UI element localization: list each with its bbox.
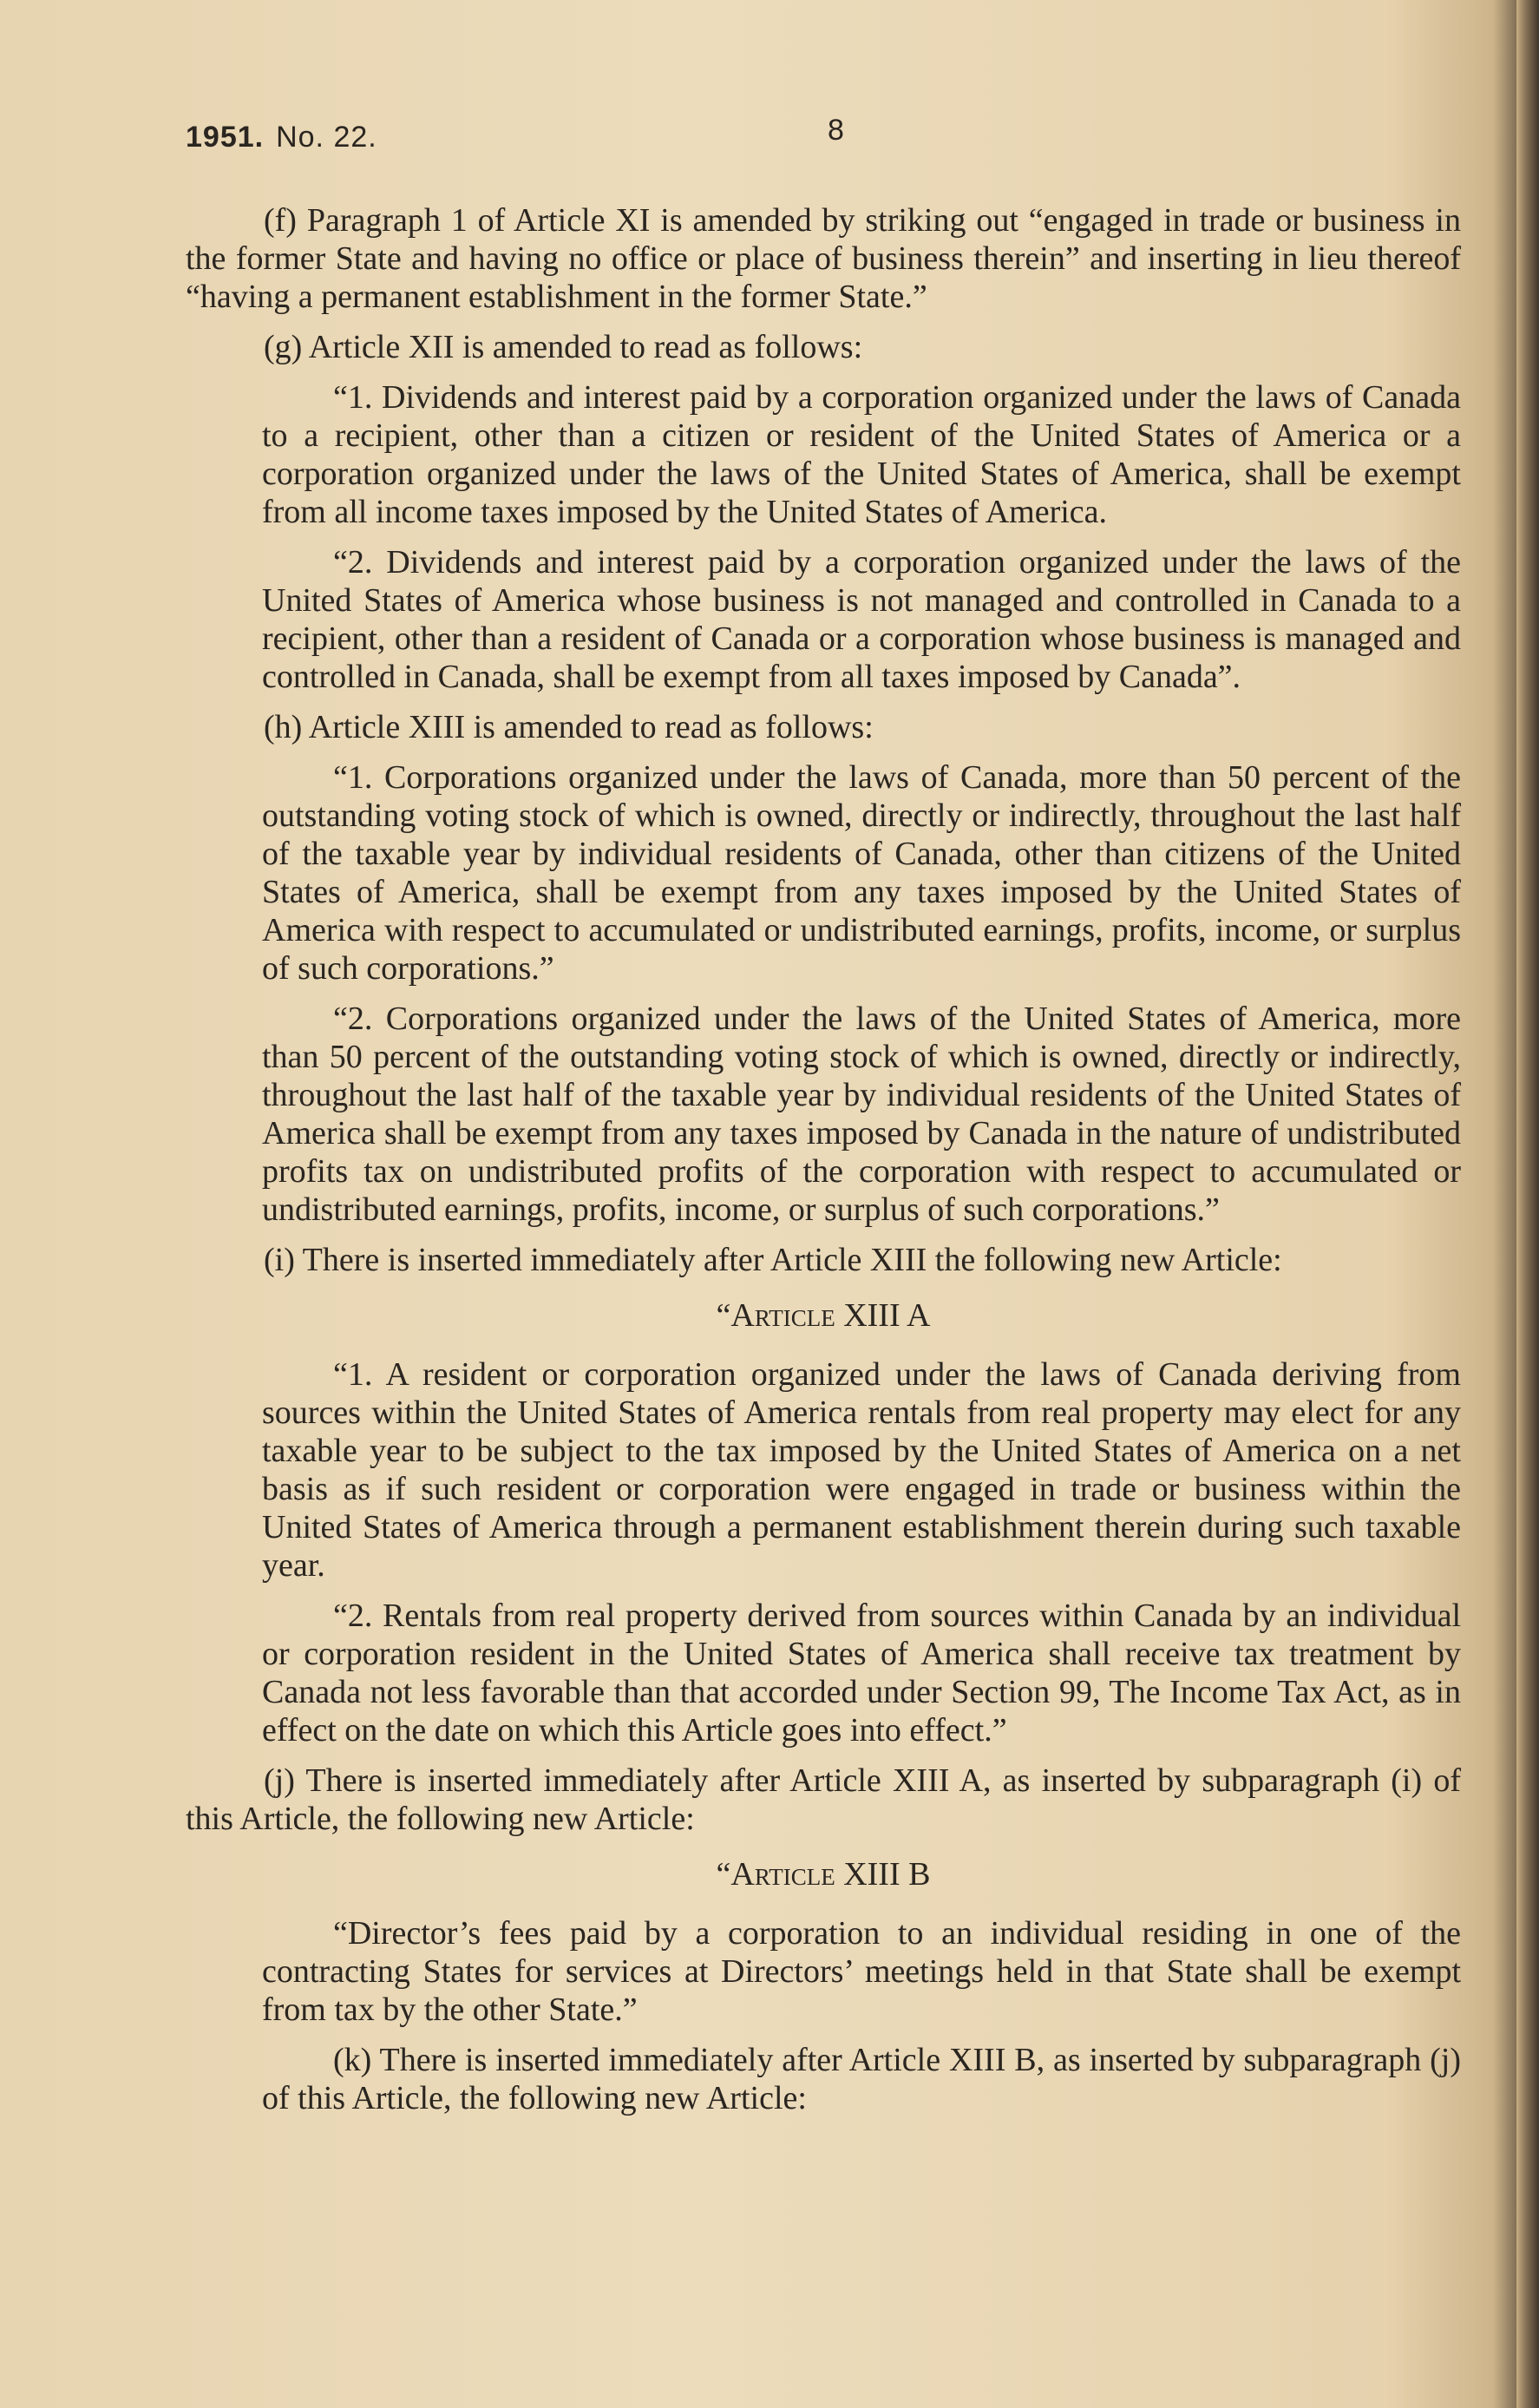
paragraph-h-1: “1. Corporations organized under the laws of Canada, more than 50 percent of the outstanding voting stock of which is owned, directly or indirectly, throughout the last half of the taxable year by individual residents of Canada, other than citizens of the United States of America, shall be exempt from any taxes imposed by the United States of America with respect to accumulated or undistributed earnings, profits, income, or surplus of such corporations.” xyxy=(262,759,1461,987)
paragraph-h-intro: (h) Article XIII is amended to read as follows: xyxy=(264,709,874,745)
article-xiii-a-heading: “Article XIII A xyxy=(716,1297,931,1334)
page-header xyxy=(186,111,1461,163)
paragraph-g-2: “2. Dividends and interest paid by a corporation organized under the laws of the United States of America whose business is not managed and controlled in Canada to a recipient, other than a resident of Canada or a corporation whose business is managed and controlled in Canada, shall be exempt from all taxes imposed by Canada”. xyxy=(262,544,1461,695)
page-number: 8 xyxy=(828,114,844,147)
paragraph-k-intro: (k) There is inserted immediately after Article XIII B, as inserted by subparagraph (j) of this Article, the following new Article: xyxy=(262,2042,1461,2116)
header-year-number xyxy=(186,118,377,156)
paragraph-xiii-a-2: “2. Rentals from real property derived from sources within Canada by an individual or corporation resident in the United States of America shall receive tax treatment by Canada not less favorable than that accorded under Section 99, The Income Tax Act, as in effect on the date on which this Article goes into effect.” xyxy=(262,1598,1461,1749)
page-content xyxy=(186,111,1461,2129)
paragraph-xiii-b: “Director’s fees paid by a corporation to an individual residing in one of the contracting States for services at Directors’ meetings held in that State shall be exempt from tax by the other State.” xyxy=(262,1915,1461,2028)
paragraph-xiii-a-1: “1. A resident or corporation organized under the laws of Canada deriving from sources within the United States of America rentals from real property may elect for any taxable year to be subject to the tax imposed by the United States of America on a net basis as if such resident or corporation were engaged in trade or business within the United States of America through a permanent establishment therein during such taxable year. xyxy=(262,1356,1461,1584)
paragraph-h-2: “2. Corporations organized under the laws of the United States of America, more than 50 percent of the outstanding voting stock of which is owned, directly or indirectly, throughout the last half of the taxable year by individual residents of the United States of America shall be exempt from any taxes imposed by Canada in the nature of undistributed profits tax on undistributed profits of the corporation with respect to accumulated or undistributed earnings, profits, income, or surplus of such corporations.” xyxy=(262,1001,1461,1228)
header-year: 1951. xyxy=(186,121,265,154)
paragraph-i-intro: (i) There is inserted immediately after Article XIII the following new Article: xyxy=(264,1242,1282,1278)
paragraph-g-intro: (g) Article XII is amended to read as follows: xyxy=(264,329,863,365)
paragraph-j-intro: (j) There is inserted immediately after Article XIII A, as inserted by subparagraph (i) of this Article, the following new Article: xyxy=(186,1762,1461,1837)
book-spine-shadow xyxy=(1516,0,1539,2408)
paragraph-g-1: “1. Dividends and interest paid by a corporation organized under the laws of Canada to a recipient, other than a citizen or resident of the United States of America or a corporation organized under the laws of the United States of America, shall be exempt from all income taxes imposed by the United States of America. xyxy=(262,379,1461,530)
paragraph-f: (f) Paragraph 1 of Article XI is amended by striking out “engaged in trade or business in the former State and having no office or place of business therein” and inserting in lieu thereof “having a permanent establishment in the former State.” xyxy=(186,202,1461,315)
article-xiii-b-heading: “Article XIII B xyxy=(716,1856,931,1893)
header-number: No. 22. xyxy=(276,121,377,154)
